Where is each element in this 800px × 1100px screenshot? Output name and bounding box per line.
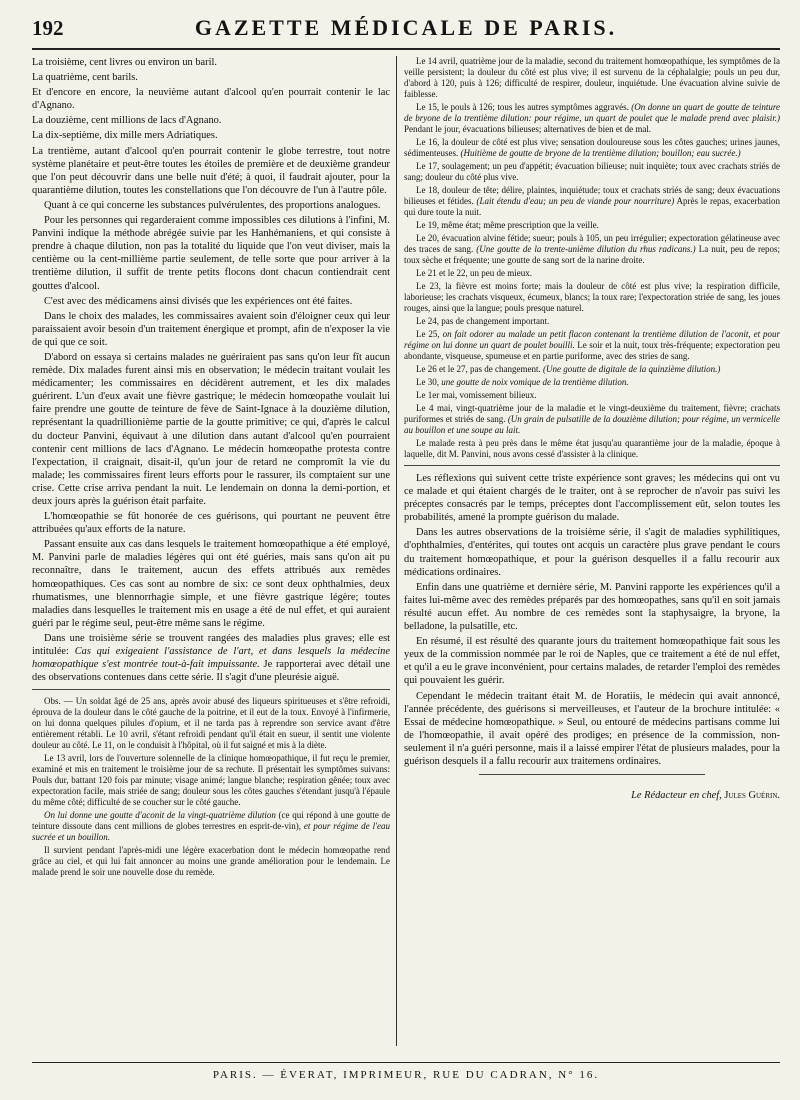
text-run: (ce qui répond à une goutte de teinture dissoute dans cent millions de globes terrestres en esprit-de-vin), [32, 810, 390, 832]
observation-paragraph [404, 185, 780, 218]
text-run: Je rapporterai avec détail une des observations contenues dans cette série. Il s'agit d'une pleurésie aiguë. [32, 659, 390, 684]
observation-paragraph: Le 24, pas de changement important. [416, 316, 550, 326]
paragraph: Les réflexions qui suivent cette triste expérience sont graves; les médecins qui ont vu ce malade et qui étaient chargés de le traiter, ont à se reprocher de n'avoir pas suivi les préceptes consacrés par le temps, préceptes dont l'accomplissement eût, selon toutes les probabilités, amené la prompte guérison du malade. [404, 473, 780, 524]
signature-role: Le Rédacteur en chef, [631, 790, 722, 802]
text-run: Le 18, douleur de tête; délire, plaintes, inquiétude; toux et crachats striés de sang; deux évacuations bilieuses et fétides. [404, 185, 780, 206]
gazette-title: GAZETTE MÉDICALE DE PARIS. [194, 15, 618, 40]
text-run: Le 26 et le 27, pas de changement. [416, 364, 543, 374]
observation-paragraph [404, 377, 780, 388]
text-run: Dans une troisième série se trouvent rangées des maladies plus graves; elle est intitulée: [32, 632, 390, 658]
section-divider [32, 689, 390, 690]
page-number: 192 [32, 16, 64, 40]
prescription: (Une goutte de digitale de la quinzième dilution.) [542, 364, 721, 374]
page-header [32, 10, 780, 50]
observation-paragraph: Le 21 et le 22, un peu de mieux. [416, 268, 532, 278]
left-column [32, 56, 390, 1052]
paragraph: La troisième, cent livres ou environ un baril. [32, 57, 217, 68]
series-title: Cas qui exigeaient l'assistance de l'art, et dans lesquels la médecine homœopathique s'est montrée tout-à-fait impuissante. [32, 646, 390, 671]
prescription: (Un grain de pulsatille de la douzième dilution; pour régime, un vermicelle au bouillon et une soupe au lait. [404, 414, 780, 435]
text-run: Le 20, évacuation alvine fétide; sueur; pouls à 105, un peu irrégulier; expectoration gélatineuse avec des traces de sang. [404, 233, 780, 254]
text-run: Après le repas, exacerbation qui dure toute la nuit. [404, 196, 780, 217]
prescription: et pour régime de l'eau sucrée et un bouillon. [32, 821, 390, 843]
paragraph: La douzième, cent millions de lacs d'Agnano. [32, 115, 222, 127]
paragraph: Cependant le médecin traitant était M. de Horatiis, le médecin qui avait annoncé, l'année précédente, des guérisons si merveilleuses, et l'auteur de la brochure intitulée: « Essai de médecine homœopathique. » Seul, ou entouré de médecins partisans comme lui de l'homœopathie, il avait opéré des prodiges; en présence de la commission, non-seulement il n'a guéri personne, mais il a laissé empirer l'état de plusieurs malades, pour la guérison desquels il a fallu recourir aux traitemens ordinaires. [404, 690, 780, 767]
observation-paragraph [404, 364, 780, 375]
paragraph: Et d'encore en encore, la neuvième autant d'alcool qu'en pourrait contenir le lac d'Agnano. [32, 87, 390, 112]
column-rule [396, 56, 397, 1046]
observation-paragraph [404, 329, 780, 362]
paragraph: Quant à ce qui concerne les substances pulvérulentes, des proportions analogues. [44, 199, 381, 211]
paragraph: Dans le choix des malades, les commissaires avaient soin d'éloigner ceux qui leur paraissaient avoir besoin d'un traitement énergique et prompt, afin de n'exposer la vie de qui que ce soit. [32, 310, 390, 348]
observation-paragraph: Le 13 avril, lors de l'ouverture solennelle de la clinique homœopathique, il fut reçu le premier, examiné et mis en traitement le troisième jour de sa rechute. Il présentait les symptômes suivans: Pouls dur, battant 120 fois par minute; visage animé; langue blanche; respiration gênée; toux avec expectoration facile, mais striée de sang; douleur sous les côtes gauches s'étendant jusqu'à l'épaule du même côté; difficulté de se coucher sur le côté gauche. [32, 753, 390, 808]
paragraph: C'est avec des médicamens ainsi divisés que les expériences ont été faites. [44, 295, 353, 307]
right-column [404, 56, 780, 1052]
observation-paragraph: Le malade resta à peu près dans le même état jusqu'au quarantième jour de la maladie, époque à laquelle, dit M. Panvini, nous avons cessé d'assister à la clinique. [404, 438, 780, 459]
paragraph: Pour les personnes qui regarderaient comme impossibles ces dilutions à l'infini, M. Panvini indique la méthode abrégée suivie par les Hanhémaniens, et qui consiste à prendre à chaque dilution, non pas la totalité du liquide que l'on veut diviser, mais la centième ou la cent-millième partie seulement, de telle sorte que pour arriver à la trentième dilution, il suffit de trente petits flocons dont chacun contiendrait cent gouttes d'alcool. [32, 215, 390, 292]
paragraph: Enfin dans une quatrième et dernière série, M. Panvini rapporte les expériences qu'il a faites lui-même avec des remèdes préparés par des homœopathes, sans qu'il en soit jamais résulté aucun effet. Au nombre de ces remèdes sont la staphysaigre, la bryone, la belladone, la pulsatille, etc. [404, 581, 780, 633]
prescription: on fait odorer au malade un petit flacon contenant la trentième dilution de l'aconit, et pour régime on lui donne un quart de poulet bouilli. [404, 329, 780, 350]
observation-paragraph [404, 137, 780, 159]
section-divider [404, 465, 780, 466]
prescription: (Une goutte de la trente-unième dilution du rhus radicans.) [476, 244, 696, 254]
observation-paragraph: Le 1er mai, vomissement bilieux. [416, 390, 537, 400]
text-run: Le 30, [416, 377, 442, 387]
paragraph: La trentième, autant d'alcool qu'en pourrait contenir le globe terrestre, tout notre système planétaire et peut-être toutes les étoiles de première et de deuxième grandeur que l'on peut découvrir dans une belle nuit d'été; à quoi, il faudrait ajouter, pour la quarantième dilution, toutes les constellations que l'on découvre de l'un à l'autre pôle. [32, 145, 390, 196]
newspaper-page [32, 10, 780, 1090]
paragraph-series-three [32, 632, 390, 684]
observation-paragraph [404, 233, 780, 266]
text-run: Le soir et la nuit, toux très-fréquente; expectoration peu abondante, visqueuse, spumeuse et en partie puriforme, avec des stries de sang. [404, 340, 780, 361]
observation-paragraph: Le 19, même état; même prescription que la veille. [416, 220, 599, 230]
paragraph: Passant ensuite aux cas dans lesquels le traitement homœopathique a été employé, M. Panvini parle de maladies légères qui ont été guéries, mais sans qu'on ait pu reconnaître, dans le traitement, aucun des effets attribués aux remèdes homœopathiques. Ces cas sont au nombre de six: ce sont deux ophthalmies, deux rhumatismes, une blennorrhagie simple, et une fièvre gastrique légère; toutes maladies dans lesquelles le traitement mis en usage a été de nul effet, et qui auraient guéri par le régime seul, peut-être même sans le régime. [32, 539, 390, 629]
observation-paragraph: Il survient pendant l'après-midi une légère exacerbation dont le médecin homœopathe rend grâce au ciel, et qui lui fait annoncer au moins une grande amélioration pour le lendemain. Le malade prend le soir une nouvelle dose du remède. [32, 845, 390, 878]
prescription: On lui donne une goutte d'aconit de la vingt-quatrième dilution [44, 810, 276, 821]
prescription: une goutte de noix vomique de la trentième dilution. [441, 377, 629, 387]
text-run: Le 15, le pouls à 126; tous les autres symptômes aggravés. [416, 102, 632, 112]
prescription: (On donne un quart de goutte de teinture de bryone de la trentième dilution: pour régime, un quart de poulet que le malade prend avec plaisir.) [404, 102, 780, 123]
text-run: Le 25, [416, 329, 443, 339]
paragraph: L'homœopathie se fût honorée de ces guérisons, qui pourtant ne peuvent être attribuées qu'aux efforts de la nature. [32, 511, 390, 536]
prescription: (Huitième de goutte de bryone de la trentième dilution; bouillon; eau sucrée.) [460, 148, 741, 158]
observation-paragraph [404, 102, 780, 135]
observation-paragraph: Obs. — Un soldat âgé de 25 ans, après avoir abusé des liqueurs spiritueuses et s'être refroidi, éprouva de la douleur dans le côté gauche de la poitrine, et il eut de la toux. Envoyé à l'infirmerie, on lui donna quelques pilules d'opium, et il ne tarda pas à reprendre son service avant d'être entièrement rétabli. Le 10 avril, s'étant refroidi pendant qu'il était en sueur, il sentit une violente douleur au côté. Le 11, on le conduisit à l'hôpital, où il fut saigné et mis à la diète. [32, 696, 390, 751]
observation-paragraph [32, 810, 390, 843]
signature [404, 789, 780, 802]
paragraph: D'abord on essaya si certains malades ne guériraient pas sans qu'on leur fît aucun remède. Dix malades furent ainsi mis en observation; le médecin traitant voulait les médicamenter; les commissaires en décidèrent autrement, et les dix malades guérirent. L'un d'eux avait une fièvre gastrique; le médecin homœopathe voulait lui faire prendre une goutte de teinture de fève de Saint-Ignace à la douzième dilution, représentant la quadrillionième partie de la goutte primitive; ce qui, d'après le calcul du docteur Panvini, équivaut à une dilution dans autant d'alcool qu'en pourraient contenir cent millions de lacs d'Agnano. Le médecin homœopathe protesta contre l'expectation, il craignait, disait-il, qu'un jour de retard ne compromît la vie du malade; les commissaires firent leurs efforts pour le rassurer, ils comptaient sur une crise. Cette crise arriva pendant la nuit. Le lendemain on donna la demi-portion, et deux jours après la guérison était parfaite. [32, 351, 390, 507]
observation-paragraph: Le 17, soulagement; un peu d'appétit; évacuation bilieuse; nuit inquiète; toux avec crachats striés de sang; douleur du côté plus vive. [404, 161, 780, 182]
closing-rule [479, 774, 705, 775]
signature-name: Jules Guérin. [724, 790, 780, 802]
observation-paragraph: Le 14 avril, quatrième jour de la maladie, second du traitement homœopathique, les symptômes de la veille persistent; la douleur du côté est plus vive; il est survenu de la céphalalgie; pouls un peu dur, d'abord à 120, puis à 126; difficulté de respirer, douleur, inquiétude. Une évacuation alvine suivie de faiblesse. [404, 56, 780, 99]
text-run: Le 16, la douleur de côté est plus vive; sensation douloureuse sous les côtes gauches; urines jaunes, sédimenteuses. [404, 137, 780, 158]
text-run: La nuit, peu de repos; toux sèche et fréquente; une goutte de sang sort de la narine droite. [404, 244, 780, 265]
observation-paragraph: Le 23, la fièvre est moins forte; mais la douleur de côté est plus vive; la respiration difficile, laborieuse; les crachats visqueux, écumeux, blancs; la toux rare; l'expectoration striée de sang, les joues rouges, ainsi que la langue; pouls presque naturel. [404, 281, 780, 313]
observation-paragraph [404, 403, 780, 436]
paragraph: Dans les autres observations de la troisième série, il s'agit de maladies syphilitiques, d'ophthalmies, d'entérites, qui toutes ont acquis un caractère plus grave pendant le cours du traitement homœopathique, et pour la guérison desquelles il a fallu recourir aux médications ordinaires. [404, 527, 780, 578]
paragraph: La quatrième, cent barils. [32, 72, 138, 84]
printer-imprint: PARIS. — ÉVERAT, IMPRIMEUR, RUE DU CADRAN, N° 16. [32, 1062, 780, 1081]
text-run: Le 4 mai, vingt-quatrième jour de la maladie et le vingt-deuxième du traitement, fièvre; crachats puriformes et striés de sang. [404, 403, 780, 424]
prescription: (Lait étendu d'eau; un peu de viande pour nourriture) [476, 196, 675, 206]
paragraph: En résumé, il est résulté des quarante jours du traitement homœopathique fait sous les yeux de la commission nommée par le roi de Naples, que ce traitement a été de nul effet, et qu'il a eu le grave inconvénient, pour certains malades, de retarder l'emploi des remèdes qui pouvaient les guérir. [404, 636, 780, 687]
paragraph: La dix-septième, dix mille mers Adriatiques. [32, 130, 218, 142]
text-run: Pendant le jour, évacuations bilieuses; alternatives de bien et de mal. [404, 124, 652, 134]
